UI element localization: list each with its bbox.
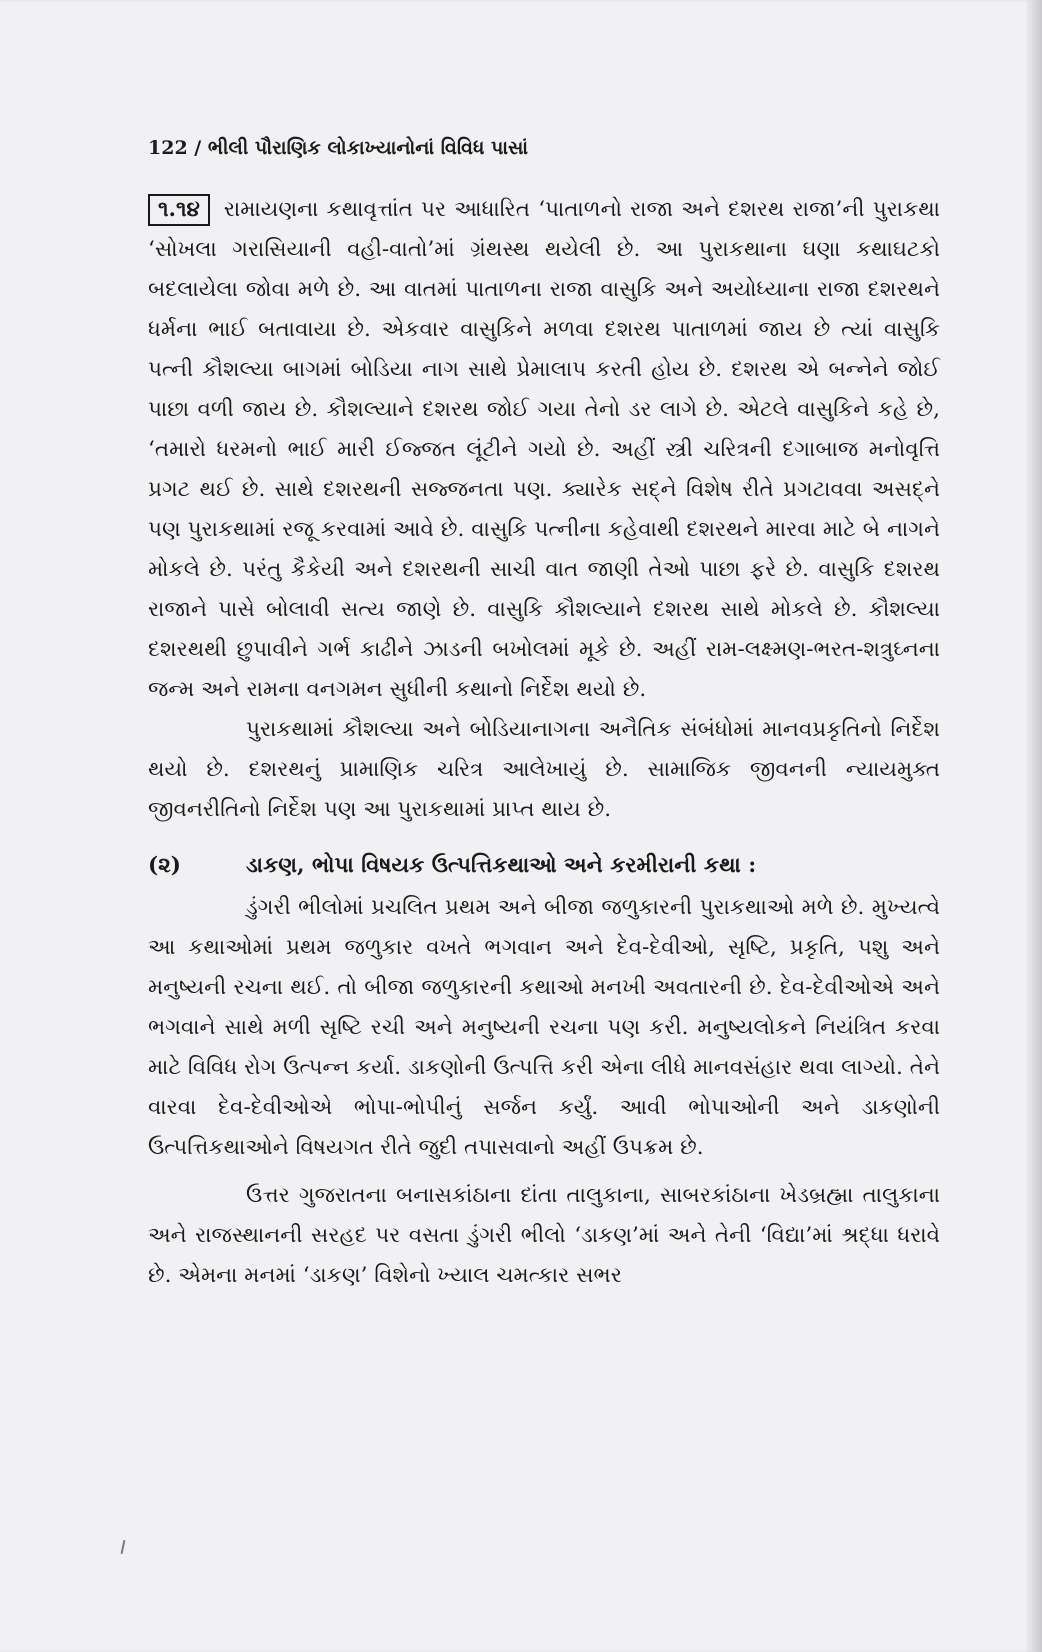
subsection-title: ડાકણ, ભોપા વિષયક ઉત્પત્તિકથાઓ અને કરમીરાની કથા : <box>246 853 757 878</box>
subsection-paragraph-2 <box>148 1176 940 1296</box>
section-paragraph-1-text: રામાયણના કથાવૃત્તાંત પર આધારિત ‘પાતાળનો રાજા અને દશરથ રાજા’ની પુરાકથા ‘સોખલા ગરાસિયાની વહી-વાતો’માં ગ્રંથસ્થ થયેલી છે. આ પુરાકથાના ઘણા કથાઘટકો બદલાયેલા જોવા મળે છે. આ વાતમાં પાતાળના રાજા વાસુકિ અને અયોધ્યાના રાજા દશરથને ધર્મના ભાઈ બતાવાયા છે. એકવાર વાસુકિને મળવા દશરથ પાતાળમાં જાય છે ત્યાં વાસુકિ પત્ની કૌશલ્યા બાગમાં બોડિયા નાગ સાથે પ્રેમાલાપ કરતી હોય છે. દશરથ એ બન્નેને જોઈ પાછા વળી જાય છે. કૌશલ્યાને દશરથ જોઈ ગયા તેનો ડર લાગે છે. એટલે વાસુકિને કહે છે, ‘તમારો ધરમનો ભાઈ મારી ઈજ્જત લૂંટીને ગયો છે. અહીં સ્ત્રી ચરિત્રની દગાબાજ મનોવૃત્તિ પ્રગટ થઈ છે. સાથે દશરથની સજ્જનતા પણ. ક્યારેક સદ્‌ને વિશેષ રીતે પ્રગટાવવા અસદ્‌ને પણ પુરાકથામાં રજૂ કરવામાં આવે છે. વાસુકિ પત્નીના કહેવાથી દશરથને મારવા માટે બે નાગને મોકલે છે. પરંતુ કૈકેયી અને દશરથની સાચી વાત જાણી તેઓ પાછા ફરે છે. વાસુકિ દશરથ રાજાને પાસે બોલાવી સત્ય જાણે છે. વાસુકિ કૌશલ્યાને દશરથ સાથે મોકલે છે. કૌશલ્યા દશરથથી છુપાવીને ગર્ભ કાઢીને ઝાડની બખોલમાં મૂકે છે. અહીં રામ-લક્ષ્મણ-ભરત-શત્રુઘ્નના જન્મ અને રામના વનગમન સુધીની કથાનો નિર્દેશ થયો છે. <box>148 197 940 702</box>
section-paragraph-2: પુરાકથામાં કૌશલ્યા અને બોડિયાનાગના અનૈતિક સંબંધોમાં માનવપ્રકૃતિનો નિર્દેશ થયો છે. દશરથનું પ્રામાણિક ચરિત્ર આલેખાયું છે. સામાજિક જીવનની ન્યાયમુક્ત જીવનરીતિનો નિર્દેશ પણ આ પુરાકથામાં પ્રાપ્ત થાય છે. <box>148 717 940 822</box>
running-head: 122 / ભીલી પૌરાણિક લોકાખ્યાનોનાં વિવિધ પાસાં <box>148 137 529 159</box>
spacer <box>148 830 940 838</box>
subsection-paragraph-1: ડુંગરી ભીલોમાં પ્રચલિત પ્રથમ અને બીજા જળુકારની પુરાકથાઓ મળે છે. મુખ્યત્વે આ કથાઓમાં પ્રથમ જળુકાર વખતે ભગવાન અને દેવ-દેવીઓ, સૃષ્ટિ, પ્રકૃતિ, પશુ અને મનુષ્યની રચના થઈ. તો બીજા જળુકારની કથાઓ મનખી અવતારની છે. દેવ-દેવીઓએ અને ભગવાને સાથે મળી સૃષ્ટિ રચી અને મનુષ્યની રચના પણ કરી. મનુષ્યલોકને નિયંત્રિત કરવા માટે વિવિધ રોગ ઉત્પન્ન કર્યા. ડાકણોની ઉત્પત્તિ કરી એના લીધે માનવસંહાર થવા લાગ્યો. તેને વારવા દેવ-દેવીઓએ ભોપા-ભોપીનું સર્જન કર્યું. આવી ભોપાઓની અને ડાકણોની ઉત્પત્તિકથાઓને વિષયગત રીતે જુદી તપાસવાનો અહીં ઉપક્રમ છે. <box>148 895 940 1160</box>
subsection-number: (૨) <box>148 853 181 878</box>
section-number-box: ૧.૧૪ <box>148 194 210 226</box>
subsection-paragraph-2-text: ઉત્તર ગુજરાતના બનાસકાંઠાના દાંતા તાલુકાના, સાબરકાંઠાના ખેડબ્રહ્મા તાલુકાના અને રાજસ્થાનની સરહદ પર વસતા ડુંગરી ભીલો ‘ડાકણ’માં અને તેની ‘વિદ્યા’માં શ્રદ્ધા ધરાવે છે. એમના મનમાં ‘ડાકણ’ વિશેનો ખ્યાલ ચમત્કાર સભર <box>148 1183 940 1288</box>
page-body <box>148 190 940 1296</box>
section-paragraph-1 <box>148 190 940 710</box>
subsection-heading <box>148 846 940 886</box>
spacer <box>148 1168 940 1176</box>
page-edge <box>1030 0 1042 1652</box>
pencil-mark <box>121 1540 126 1554</box>
